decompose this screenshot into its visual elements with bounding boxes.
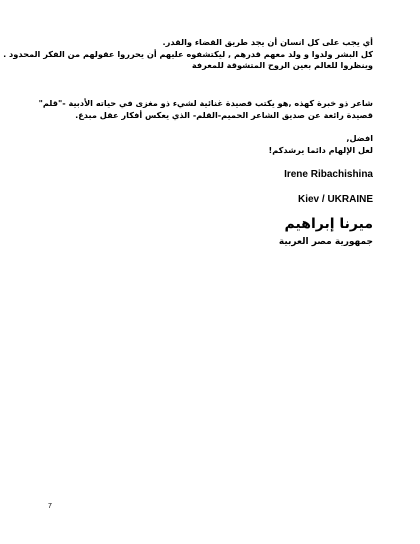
poet-line: شاعر ذو خبرة كهذه ,هو يكتب قصيدة غنائية لشيء ذو مغزى في حياته الأدبية -"قلم"	[38, 98, 373, 108]
page-number: 7	[48, 503, 52, 510]
poet-line: قصيدة رائعة عن صديق الشاعر الحميم-القلم- الذي يعكس أفكار عقل مبدع.	[75, 109, 373, 120]
poet-paragraph	[38, 98, 373, 121]
author-location: Kiev / UKRAINE	[297, 194, 373, 205]
greeting-line: افضل,	[346, 133, 373, 143]
translator-country: جمهورية مصر العربية	[278, 237, 373, 247]
intro-line: وينظروا للعالم بعين الروح المتشوقة للمعرفة	[191, 60, 373, 70]
closing-greeting	[43, 133, 373, 156]
author-name: Irene Ribachishina	[284, 169, 373, 180]
greeting-line: لعل الإلهام دائما يرشدكم!	[268, 144, 373, 155]
intro-line: كل البشر ولدوا و ولد معهم قدرهم , ليكتشفوه عليهم أن يحرروا عقولهم من الفكر المحدود .	[3, 48, 373, 59]
intro-line: أي يجب على كل انسان أن يجد طريق القضاء والقدر.	[162, 37, 373, 47]
intro-paragraph	[3, 37, 373, 72]
translator-name: ميرنا إبراهيم	[284, 216, 373, 232]
